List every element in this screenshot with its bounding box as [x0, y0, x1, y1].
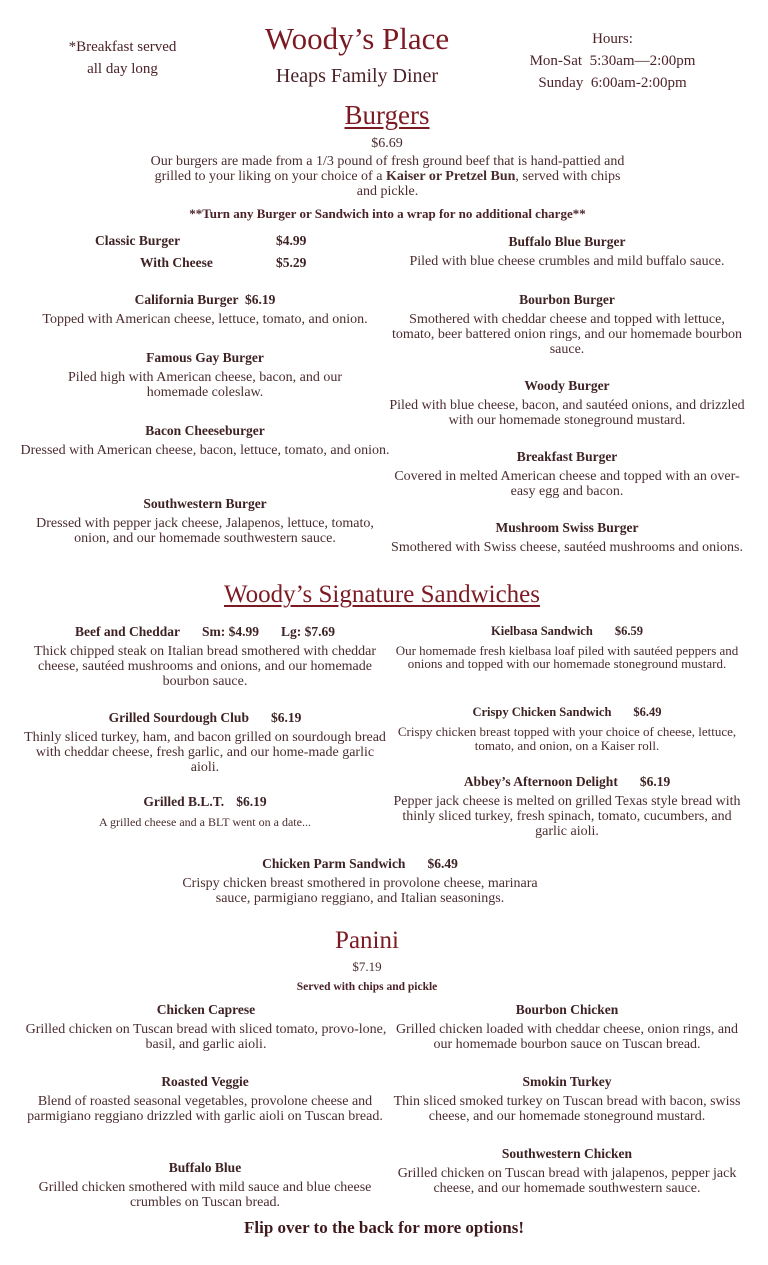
hours-day: Mon-Sat	[529, 53, 583, 69]
item-desc: Piled high with American cheese, bacon, and our homemade coleslaw.	[67, 370, 343, 400]
menu-item	[388, 378, 746, 429]
item-desc: Dressed with pepper jack cheese, Jalapenos, lettuce, tomato, onion, and our homemade southwestern sauce.	[36, 516, 374, 546]
hours-block	[505, 28, 720, 94]
intro-bun-choice: Kaiser or Pretzel Bun	[385, 168, 516, 184]
flip-over-note: Flip over to the back for more options!	[243, 1218, 524, 1237]
item-name: Southwestern Chicken	[501, 1146, 633, 1161]
hours-time: 6:00am-2:00pm	[590, 75, 687, 91]
menu-item	[388, 449, 746, 500]
wrap-note: **Turn any Burger or Sandwich into a wrap for no additional charge**	[189, 206, 586, 221]
item-name: Mushroom Swiss Burger	[495, 520, 639, 535]
item-name: Grilled Sourdough Club	[108, 710, 249, 725]
item-price-small: Sm: $4.99	[202, 624, 259, 639]
item-name: Breakfast Burger	[516, 449, 618, 464]
item-desc: A grilled cheese and a BLT went on a date...	[99, 815, 311, 829]
item-name: Smokin Turkey	[522, 1074, 612, 1089]
item-name: Crispy Chicken Sandwich	[472, 705, 612, 719]
item-desc: Thin sliced smoked turkey on Tuscan bread with bacon, swiss cheese, and our homemade stoneground mustard.	[393, 1094, 741, 1124]
menu-item	[388, 623, 746, 670]
menu-item	[22, 1002, 390, 1053]
menu-item	[20, 350, 390, 401]
item-name: Chicken Caprese	[156, 1002, 256, 1017]
menu-item	[388, 1074, 746, 1125]
item-price: $6.59	[614, 624, 643, 638]
panini-note: Served with chips and pickle	[296, 981, 438, 993]
item-name: Grilled B.L.T.	[143, 794, 225, 809]
hours-time: 5:30am—2:00pm	[589, 53, 696, 69]
item-price: $6.19	[639, 774, 671, 789]
item-desc: Smothered with cheddar cheese and topped with lettuce, tomato, beer battered onion rings, and our homemade bourbon sauce.	[392, 312, 742, 357]
item-desc: Dressed with American cheese, bacon, lettuce, tomato, and onion.	[20, 443, 390, 458]
breakfast-note-line2: all day long	[87, 61, 158, 77]
menu-item	[388, 1146, 746, 1197]
restaurant-subtitle: Heaps Family Diner	[275, 65, 439, 87]
burgers-price: $6.69	[371, 136, 403, 151]
item-price: $5.29	[276, 255, 307, 270]
item-desc: Blend of roasted seasonal vegetables, provolone cheese and parmigiano reggiano drizzled with garlic aioli on Tuscan bread.	[27, 1094, 383, 1124]
item-name: Bacon Cheeseburger	[145, 423, 265, 438]
item-name: Abbey’s Afternoon Delight	[463, 774, 618, 789]
item-price: $6.19	[270, 710, 302, 725]
menu-item	[388, 292, 746, 357]
item-name: Bourbon Chicken	[515, 1002, 619, 1017]
burgers-heading: Burgers	[344, 100, 430, 130]
menu-item	[20, 624, 390, 689]
breakfast-note-line1: *Breakfast served	[68, 39, 177, 55]
item-price: $6.49	[427, 856, 458, 871]
item-desc: Thinly sliced turkey, ham, and bacon grilled on sourdough bread with cheddar cheese, fresh garlic, and our home-made garlic aioli.	[24, 730, 386, 775]
menu-item	[388, 234, 746, 270]
item-price: $4.99	[276, 233, 307, 248]
menu-item	[388, 520, 746, 556]
item-price: $6.19	[245, 292, 276, 307]
item-desc: Smothered with Swiss cheese, sautéed mushrooms and onions.	[391, 540, 743, 555]
item-name: Chicken Parm Sandwich	[262, 856, 406, 871]
item-desc: Pepper jack cheese is melted on grilled Texas style bread with thinly sliced turkey, fresh spinach, tomato, cucumbers, and garlic aioli.	[393, 794, 741, 839]
item-name: Buffalo Blue Burger	[508, 234, 626, 249]
hours-sunday	[505, 72, 720, 94]
item-name: Classic Burger	[95, 233, 181, 248]
hours-label: Hours:	[592, 31, 633, 47]
menu-item	[20, 794, 390, 830]
menu-item	[388, 1002, 746, 1053]
item-desc: Topped with American cheese, lettuce, tomato, and onion.	[42, 312, 368, 327]
menu-item	[20, 1160, 390, 1211]
item-desc: Crispy chicken breast topped with your choice of cheese, lettuce, tomato, and onion, on a Kaiser roll.	[397, 724, 737, 753]
item-name: Famous Gay Burger	[146, 350, 264, 365]
burgers-intro	[145, 155, 630, 199]
item-name: California Burger	[134, 292, 239, 307]
item-price: $6.49	[633, 705, 662, 719]
item-desc: Piled with blue cheese, bacon, and sautéed onions, and drizzled with our homemade stoneground mustard.	[389, 398, 745, 428]
hours-day: Sunday	[538, 75, 584, 91]
item-name: Beef and Cheddar	[74, 624, 180, 639]
item-desc: Piled with blue cheese crumbles and mild buffalo sauce.	[409, 254, 725, 269]
intro-text: , served with chips and pickle.	[356, 168, 621, 199]
item-name-with-cheese: With Cheese	[140, 255, 213, 270]
item-desc: Covered in melted American cheese and topped with an over-easy egg and bacon.	[394, 469, 740, 499]
sandwiches-heading: Woody’s Signature Sandwiches	[223, 581, 540, 608]
item-name: Woody Burger	[524, 378, 610, 393]
panini-price: $7.19	[352, 959, 382, 974]
menu-item	[20, 1074, 390, 1125]
item-price: $6.19	[236, 794, 267, 809]
menu-item	[388, 704, 746, 753]
item-desc: Grilled chicken on Tuscan bread with sliced tomato, provo-lone, basil, and garlic aioli.	[25, 1022, 387, 1052]
hours-mon-sat	[505, 50, 720, 72]
item-desc: Thick chipped steak on Italian bread smothered with cheddar cheese, sautéed mushrooms and onions, and our homemade bourbon sauce.	[33, 644, 377, 689]
item-name: Buffalo Blue	[168, 1160, 242, 1175]
menu-item	[388, 774, 746, 839]
intro-text: Our burgers are made from a 1/3 pound of fresh ground beef that is hand-pattied and grilled to your liking on your choice of a	[150, 154, 625, 184]
menu-item	[180, 856, 540, 907]
item-desc: Grilled chicken loaded with cheddar cheese, onion rings, and our homemade bourbon sauce on Tuscan bread.	[395, 1022, 739, 1052]
item-desc: Crispy chicken breast smothered in provolone cheese, marinara sauce, parmigiano reggiano, and Italian seasonings.	[182, 876, 538, 906]
item-name: Southwestern Burger	[143, 496, 267, 511]
item-name: Kielbasa Sandwich	[491, 624, 593, 638]
menu-item	[20, 710, 390, 775]
menu-item	[20, 423, 390, 459]
breakfast-note	[40, 36, 205, 80]
panini-heading: Panini	[335, 927, 399, 954]
restaurant-title: Woody’s Place	[264, 21, 450, 56]
item-name: Roasted Veggie	[161, 1074, 249, 1089]
menu-item-classic-burger	[95, 233, 180, 249]
menu-item	[20, 292, 390, 328]
item-name: Bourbon Burger	[519, 292, 615, 307]
item-price-large: Lg: $7.69	[281, 624, 335, 639]
menu-item	[20, 496, 390, 547]
item-desc: Grilled chicken on Tuscan bread with jalapenos, pepper jack cheese, and our homemade southwestern sauce.	[397, 1166, 737, 1196]
item-desc: Grilled chicken smothered with mild sauce and blue cheese crumbles on Tuscan bread.	[38, 1180, 372, 1210]
item-desc: Our homemade fresh kielbasa loaf piled with sautéed peppers and onions and topped with our homemade stoneground mustard.	[395, 643, 739, 671]
